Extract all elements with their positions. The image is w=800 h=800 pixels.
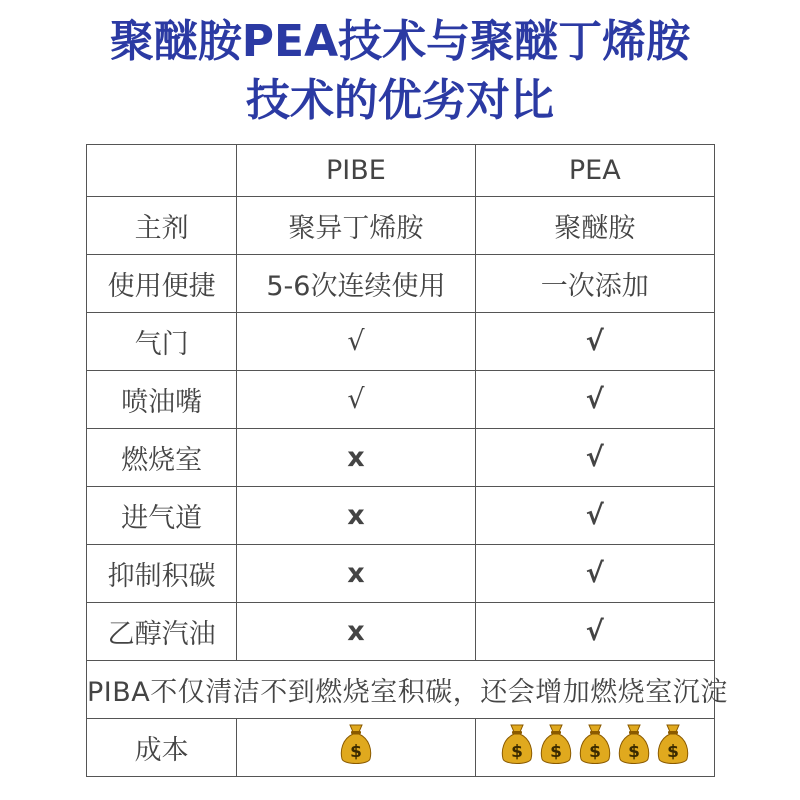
pibe-money-bags: [338, 721, 374, 774]
svg-text:$: $: [350, 742, 362, 762]
money-bag-icon: [655, 721, 691, 774]
table-row: [87, 429, 715, 487]
row-label: 燃烧室: [87, 429, 237, 487]
money-bag-icon: [499, 721, 535, 774]
row-label: 成本: [87, 719, 237, 777]
money-bag-icon: [616, 721, 652, 774]
row-label: 使用便捷: [87, 255, 237, 313]
cross-mark-icon: x: [237, 429, 475, 487]
cross-mark-icon: x: [237, 545, 475, 603]
check-mark-icon: √: [475, 603, 714, 661]
header-cell-pibe: PIBE: [237, 145, 475, 197]
svg-text:$: $: [588, 742, 601, 762]
row-label: 主剂: [87, 197, 237, 255]
cross-mark-icon: x: [237, 603, 475, 661]
svg-text:$: $: [627, 742, 640, 762]
row-label: 抑制积碳: [87, 545, 237, 603]
svg-text:$: $: [666, 742, 679, 762]
money-bag-icon: [577, 721, 613, 774]
row-label: 气门: [87, 313, 237, 371]
svg-text:$: $: [510, 742, 523, 762]
pibe-cell: 5-6次连续使用: [237, 255, 475, 313]
check-mark-icon: √: [475, 371, 714, 429]
row-label: 乙醇汽油: [87, 603, 237, 661]
table-row: [87, 545, 715, 603]
svg-text:$: $: [549, 742, 562, 762]
money-bag-icon: [538, 721, 574, 774]
pea-cell: 一次添加: [475, 255, 714, 313]
cost-row: [87, 719, 715, 777]
table-row: [87, 371, 715, 429]
check-mark-icon: √: [475, 429, 714, 487]
check-mark-icon: √: [475, 487, 714, 545]
note-text: PIBA不仅清洁不到燃烧室积碳，还会增加燃烧室沉淀: [87, 661, 715, 719]
pea-money-bags: [499, 721, 691, 774]
table-header-row: [87, 145, 715, 197]
header-cell-empty: [87, 145, 237, 197]
money-bag-icon: [338, 721, 374, 774]
check-mark-icon: √: [237, 371, 475, 429]
note-row: [87, 661, 715, 719]
row-label: 进气道: [87, 487, 237, 545]
pea-cost-cell: [475, 719, 714, 777]
row-label: 喷油嘴: [87, 371, 237, 429]
title-line-1: 聚醚胺PEA技术与聚醚丁烯胺: [109, 16, 691, 67]
check-mark-icon: √: [475, 545, 714, 603]
pibe-cost-cell: [237, 719, 475, 777]
pea-cell: 聚醚胺: [475, 197, 714, 255]
header-cell-pea: PEA: [475, 145, 714, 197]
title-line-2: 技术的优劣对比: [246, 75, 554, 126]
comparison-table: [86, 144, 728, 777]
table-row: [87, 255, 715, 313]
table-row: [87, 487, 715, 545]
table-row: [87, 603, 715, 661]
table-row: [87, 313, 715, 371]
pibe-cell: 聚异丁烯胺: [237, 197, 475, 255]
table-row: [87, 197, 715, 255]
check-mark-icon: √: [237, 313, 475, 371]
check-mark-icon: √: [475, 313, 714, 371]
cross-mark-icon: x: [237, 487, 475, 545]
